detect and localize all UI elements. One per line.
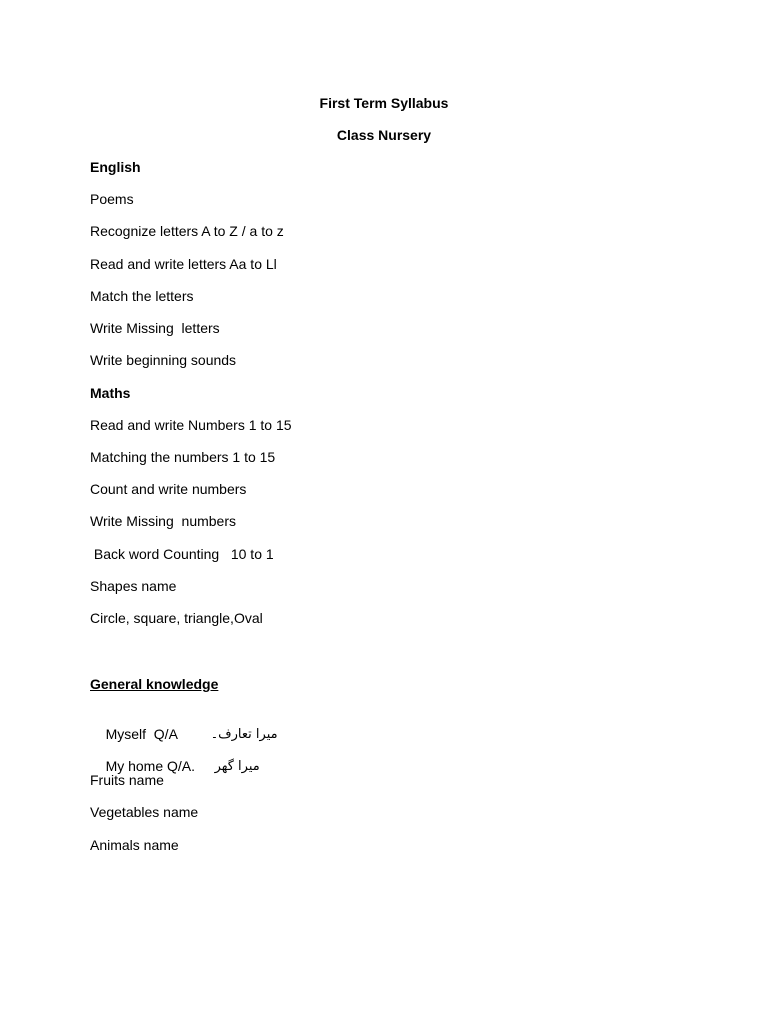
section-heading-general-knowledge: General knowledge: [90, 676, 219, 692]
list-item: Recognize letters A to Z / a to z: [90, 223, 284, 239]
urdu-text: میرا گھر: [214, 759, 260, 774]
list-item: Count and write numbers: [90, 481, 247, 497]
list-item: Poems: [90, 191, 134, 207]
list-item: Write beginning sounds: [90, 352, 237, 368]
list-item: Match the letters: [90, 288, 194, 304]
list-item: Circle, square, triangle,Oval: [90, 610, 263, 626]
section-heading-english: English: [90, 159, 141, 175]
section-heading-maths: Maths: [90, 385, 131, 401]
list-item: Write Missing numbers: [90, 513, 237, 529]
list-item: Read and write letters Aa to Ll: [90, 256, 277, 272]
list-item-text: Myself Q/A: [105, 726, 178, 742]
list-item: Read and write Numbers 1 to 15: [90, 417, 292, 433]
list-item: Fruits name: [90, 772, 164, 788]
list-item: Shapes name: [90, 578, 177, 594]
urdu-text: میرا تعارف۔: [210, 727, 278, 742]
list-item: Animals name: [90, 837, 179, 853]
document-title: First Term Syllabus: [319, 95, 449, 111]
list-item: Matching the numbers 1 to 15: [90, 449, 276, 465]
document-subtitle: Class Nursery: [336, 127, 432, 143]
list-item: Back word Counting 10 to 1: [90, 546, 274, 562]
list-item-urdu: [199, 738, 260, 794]
list-item: Vegetables name: [90, 804, 199, 820]
list-item: Write Missing letters: [90, 320, 220, 336]
list-item-text: My home Q/A.: [105, 758, 196, 774]
